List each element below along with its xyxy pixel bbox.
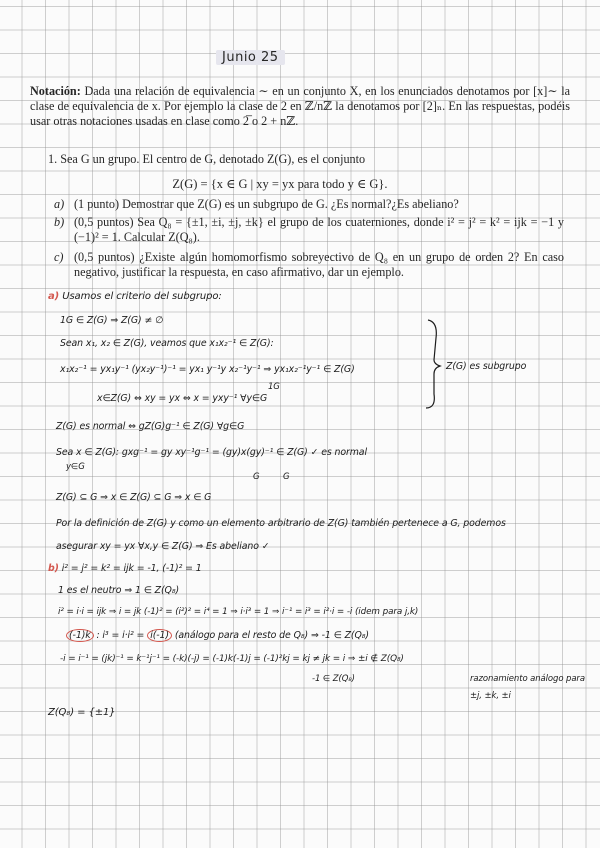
- hw-line-6: Sea x ∈ Z(G): gxg⁻¹ = gy xy⁻¹g⁻¹ = (gy)x(gy)⁻¹ ∈ Z(G) ✓ es normal: [56, 447, 367, 458]
- answer-a-label: a): [48, 291, 60, 302]
- hw-line-3-under: 1G: [268, 382, 280, 392]
- answer-b-heading: [48, 563, 202, 574]
- hw-line-1: 1G ∈ Z(G) ⇒ Z(G) ≠ ∅: [60, 315, 164, 326]
- hw-line-6-g1: G: [253, 472, 260, 482]
- hw-b-line-5-note-left: -1 ∈ Z(Q₈): [312, 674, 355, 684]
- hw-b-line-5-note-right: razonamiento análogo para: [470, 674, 585, 684]
- brace-right-icon: [424, 318, 444, 410]
- hw-line-7: Z(G) ⊆ G ⇒ x ∈ Z(G) ⊆ G ⇒ x ∈ G: [56, 492, 212, 503]
- notation-label: Notación:: [30, 84, 81, 98]
- item-b-label: b): [54, 215, 65, 229]
- circled-term-2: i(-1): [147, 629, 172, 642]
- hw-line-9: asegurar xy = yx ∀x,y ∈ Z(G) ⇒ Es abeliano ✓: [56, 541, 270, 552]
- page-title: Junio 25: [216, 50, 285, 65]
- hw-b-line-5-note-right-2: ±j, ±k, ±i: [470, 691, 511, 701]
- notation-text: Dada una relación de equivalencia ∼ en un conjunto X, en los enunciados denotamos por [x]∼ la clase de equivalencia de x. Por ejemplo la clase de 2 en ℤ/nℤ la denotamos por [2]ₙ. En las respuestas, podéis usar otras notaciones usadas en clase como 2̅ o 2 + nℤ.: [30, 84, 570, 128]
- item-c-label: c): [54, 250, 64, 264]
- hw-line-8: Por la definición de Z(G) y como un elemento arbitrario de Z(G) también pertenece a G, podemos: [56, 518, 506, 529]
- item-c: [54, 250, 564, 280]
- hw-b-final: Z(Q₈) = {±1}: [48, 707, 116, 718]
- hw-b-line-2: 1 es el neutro ⇒ 1 ∈ Z(Q₈): [58, 585, 180, 596]
- hw-line-6-g2: G: [283, 472, 290, 482]
- item-b: [54, 215, 564, 245]
- answer-a-title: Usamos el criterio del subgrupo:: [62, 291, 222, 302]
- hw-line-2: Sean x₁, x₂ ∈ Z(G), veamos que x₁x₂⁻¹ ∈ Z(G):: [60, 338, 274, 349]
- item-b-text: (0,5 puntos) Sea Q₈ = {±1, ±i, ±j, ±k} el grupo de los cuaterniones, donde i² = j² = k² = ijk = −1 y (−1)² = 1. Calcular Z(Q₈).: [74, 215, 564, 244]
- center-formula: Z(G) = {x ∈ G | xy = yx para todo y ∈ G}.: [172, 177, 388, 191]
- question-1: 1. Sea G un grupo. El centro de G, denotado Z(G), es el conjunto: [48, 152, 366, 166]
- hw-line-6-sub: y∈G: [66, 462, 85, 472]
- notation-paragraph: [30, 84, 570, 129]
- hw-b-line-4-rest: (análogo para el resto de Q₈) ⇒ -1 ∈ Z(Q₈): [174, 630, 369, 641]
- hw-b-line-3: i² = i·i = ijk ⇒ i = jk (-1)² = (i²)² = i⁴ = 1 ⇒ i·i³ = 1 ⇒ i⁻¹ = i³ = i²·i = -i (idem para j,k): [58, 607, 419, 617]
- hw-line-5: Z(G) es normal ⇔ gZ(G)g⁻¹ ∈ Z(G) ∀g∈G: [56, 421, 245, 432]
- hw-b-line-5: -i = i⁻¹ = (jk)⁻¹ = k⁻¹j⁻¹ = (-k)(-j) = (-1)k(-1)j = (-1)²kj = kj ≠ jk = i ⇒ ±i ∉ Z(Q₈): [60, 654, 404, 664]
- answer-b-label: b): [48, 563, 59, 574]
- answer-b-line-1: i² = j² = k² = ijk = -1, (-1)² = 1: [61, 563, 202, 574]
- hw-line-4: x∈Z(G) ⇔ xy = yx ⇔ x = yxy⁻¹ ∀y∈G: [97, 393, 268, 404]
- hw-b-line-4-mid: : i³ = i·i² =: [96, 630, 145, 641]
- hw-b-line-4: [66, 630, 369, 641]
- hw-line-3: x₁x₂⁻¹ = yx₁y⁻¹ (yx₂y⁻¹)⁻¹ = yx₁ y⁻¹y x₂⁻¹y⁻¹ ⇒ yx₁x₂⁻¹y⁻¹ ∈ Z(G): [60, 364, 355, 375]
- item-a: [54, 197, 564, 212]
- circled-term-1: (-1)k: [66, 629, 94, 642]
- brace-note: Z(G) es subgrupo: [446, 361, 527, 372]
- item-a-label: a): [54, 197, 65, 211]
- item-c-text: (0,5 puntos) ¿Existe algún homomorfismo sobreyectivo de Q₈ en un grupo de orden 2? En caso negativo, justificar la respuesta, en caso afirmativo, dar un ejemplo.: [74, 250, 564, 279]
- answer-a-heading: [48, 291, 222, 302]
- item-a-text: (1 punto) Demostrar que Z(G) es un subgrupo de G. ¿Es normal?¿Es abeliano?: [74, 197, 459, 211]
